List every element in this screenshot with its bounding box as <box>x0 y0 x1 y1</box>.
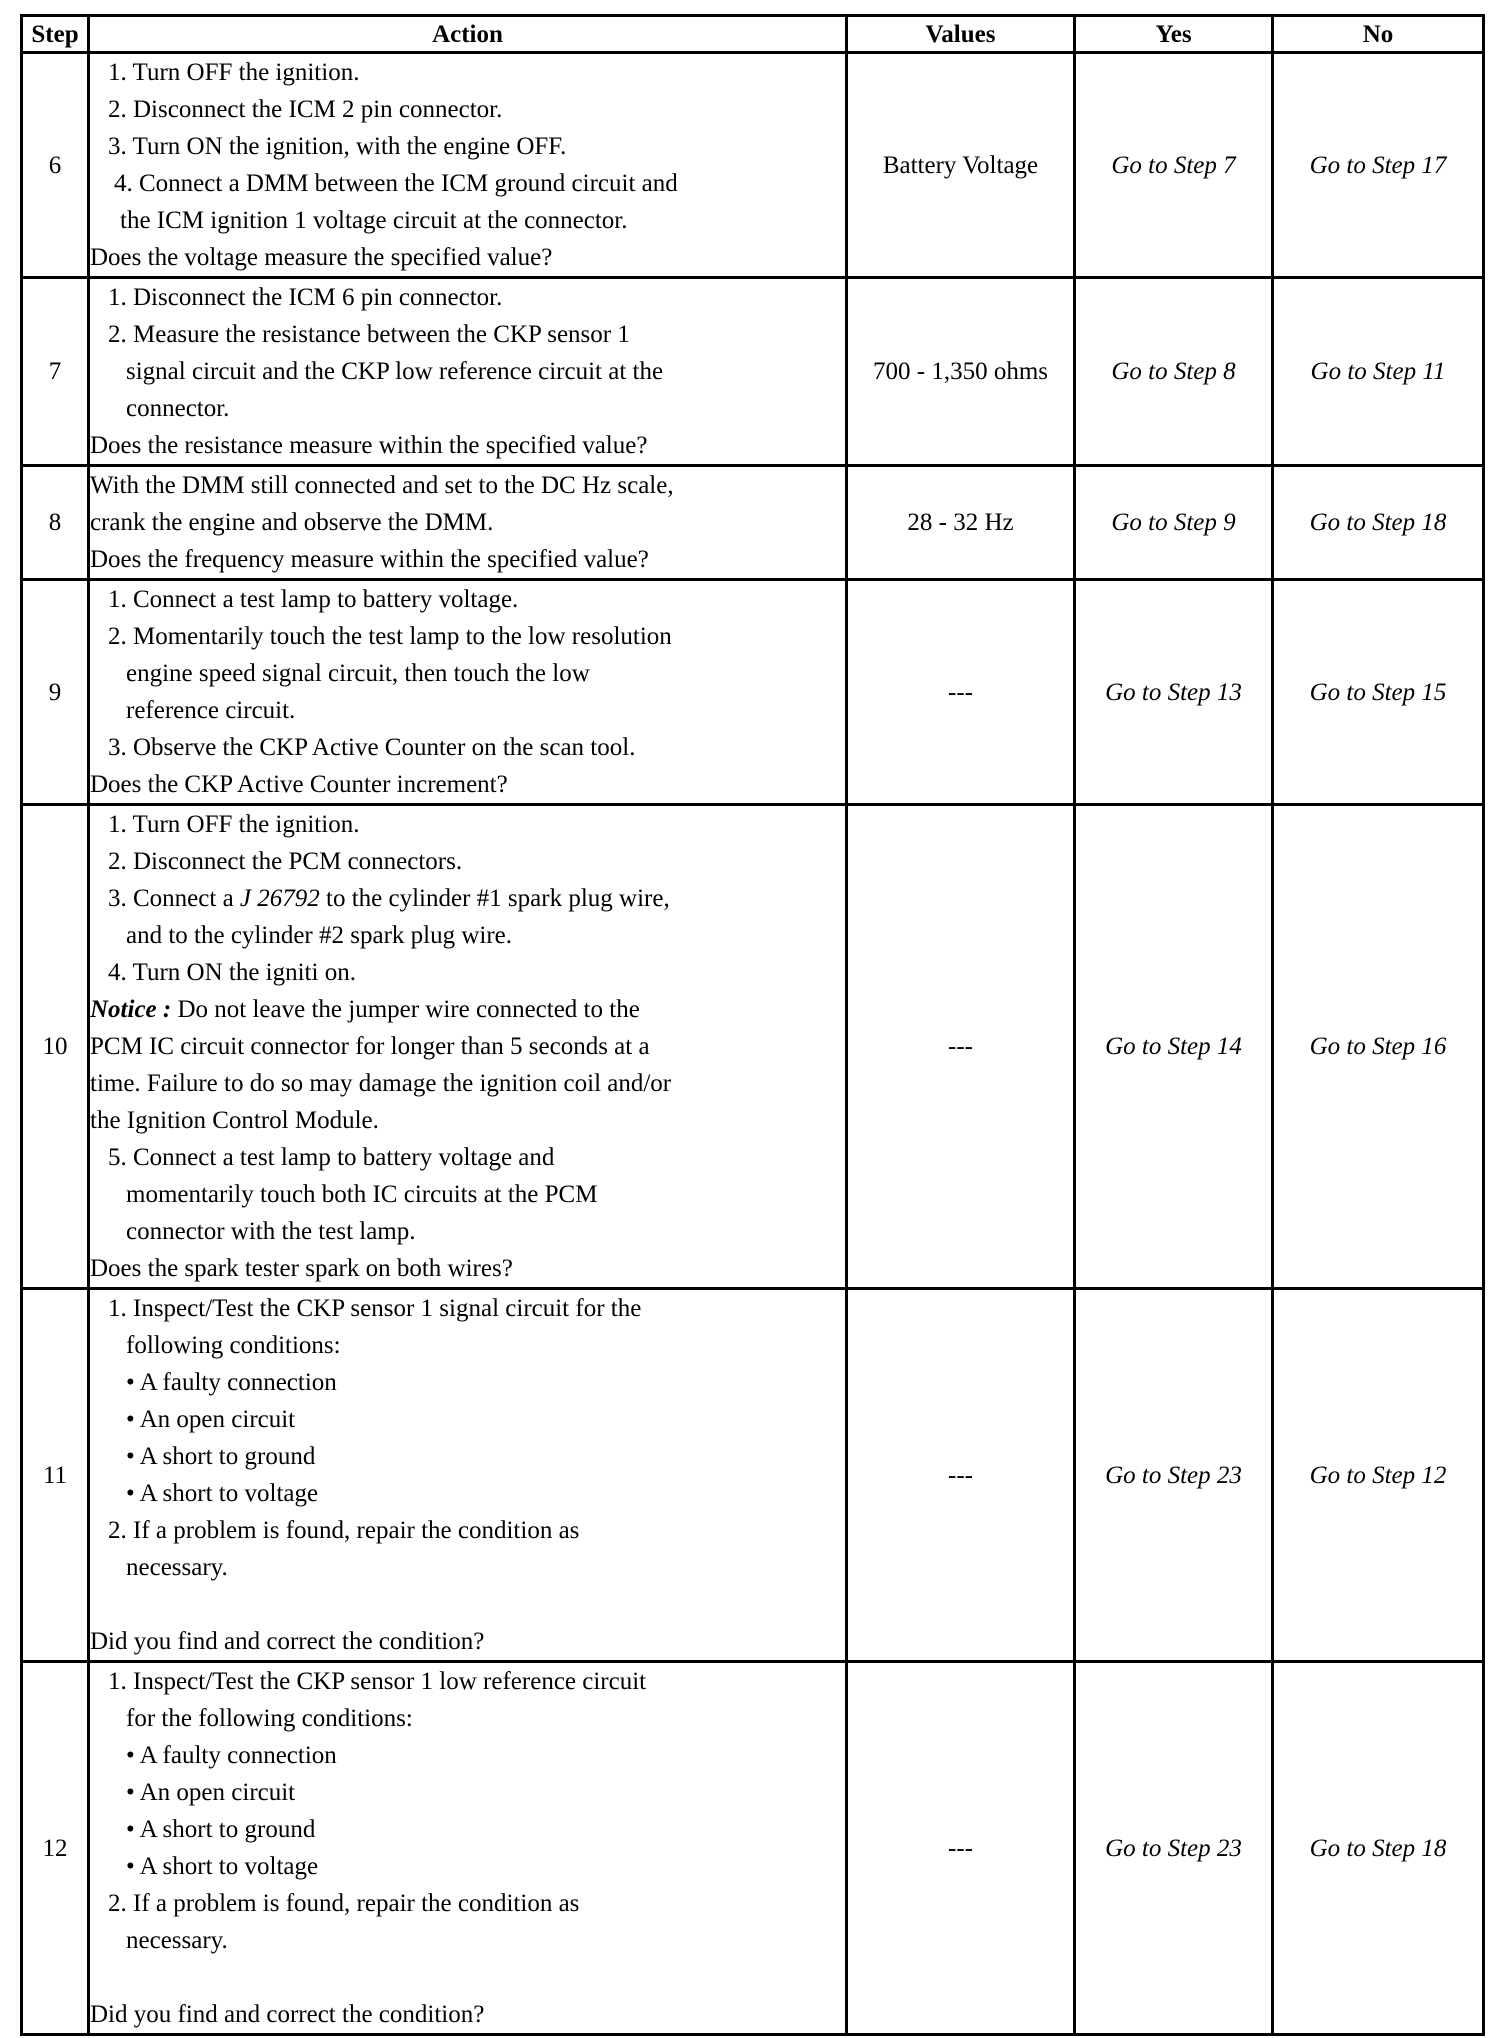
yes-goto: Go to Step 14 <box>1075 805 1273 1289</box>
yes-goto: Go to Step 9 <box>1075 466 1273 580</box>
yes-goto: Go to Step 13 <box>1075 580 1273 805</box>
bullet-item: • A short to voltage <box>126 1480 319 1507</box>
yes-goto: Go to Step 8 <box>1075 278 1273 466</box>
action-line: 4. Connect a DMM between the ICM ground circuit and <box>114 170 678 197</box>
value-cell: --- <box>847 805 1075 1289</box>
action-question: Does the spark tester spark on both wires? <box>90 1255 513 1282</box>
yes-goto: Go to Step 23 <box>1075 1662 1273 2035</box>
blank-line <box>90 1586 845 1623</box>
yes-goto: Go to Step 7 <box>1075 53 1273 278</box>
value-cell: --- <box>847 1662 1075 2035</box>
action-line: 5. Connect a test lamp to battery voltage and <box>108 1144 555 1171</box>
table-row <box>22 53 1484 278</box>
action-line: connector with the test lamp. <box>126 1218 416 1245</box>
no-goto: Go to Step 17 <box>1273 53 1484 278</box>
table-row <box>22 466 1484 580</box>
action-line: reference circuit. <box>126 697 296 724</box>
action-line: necessary. <box>126 1927 228 1954</box>
value-cell: 700 - 1,350 ohms <box>847 278 1075 466</box>
bullet-item: • A short to ground <box>126 1816 316 1843</box>
action-question: Does the resistance measure within the specified value? <box>90 432 648 459</box>
header-yes: Yes <box>1075 16 1273 53</box>
no-goto: Go to Step 11 <box>1273 278 1484 466</box>
table-row <box>22 580 1484 805</box>
action-line: signal circuit and the CKP low reference circuit at the <box>126 358 664 385</box>
action-line: crank the engine and observe the DMM. <box>90 509 494 536</box>
action-line: 1. Turn OFF the ignition. <box>108 811 360 838</box>
action-line: 3. Turn ON the ignition, with the engine OFF. <box>108 133 567 160</box>
action-line: 2. If a problem is found, repair the condition as <box>108 1890 580 1917</box>
action-line: the ICM ignition 1 voltage circuit at the connector. <box>120 207 628 234</box>
action-line: necessary. <box>126 1554 228 1581</box>
step-number: 12 <box>22 1662 89 2035</box>
step-number: 10 <box>22 805 89 1289</box>
notice-label: Notice : <box>90 996 172 1023</box>
action-question: Does the voltage measure the specified value? <box>90 244 553 271</box>
action-question: Does the frequency measure within the specified value? <box>90 546 649 573</box>
action-line: 1. Inspect/Test the CKP sensor 1 low reference circuit <box>108 1668 647 1695</box>
action-line: PCM IC circuit connector for longer than 5 seconds at a <box>90 1033 650 1060</box>
action-cell <box>89 1289 847 1662</box>
value-cell: --- <box>847 1289 1075 1662</box>
no-goto: Go to Step 12 <box>1273 1289 1484 1662</box>
action-line: engine speed signal circuit, then touch the low <box>126 660 590 687</box>
action-line: for the following conditions: <box>126 1705 413 1732</box>
bullet-item: • An open circuit <box>126 1779 296 1806</box>
table-row <box>22 278 1484 466</box>
step-number: 6 <box>22 53 89 278</box>
action-line: the Ignition Control Module. <box>90 1107 379 1134</box>
bullet-item: • A faulty connection <box>126 1742 337 1769</box>
notice-text: Do not leave the jumper wire connected to the <box>177 996 640 1023</box>
diagnostic-table <box>20 14 1485 2036</box>
table-row <box>22 1662 1484 2035</box>
bullet-item: • An open circuit <box>126 1406 296 1433</box>
action-line: 2. Measure the resistance between the CKP sensor 1 <box>108 321 630 348</box>
action-cell <box>89 466 847 580</box>
action-line: momentarily touch both IC circuits at the PCM <box>126 1181 598 1208</box>
header-no: No <box>1273 16 1484 53</box>
header-row <box>22 16 1484 53</box>
action-question: Does the CKP Active Counter increment? <box>90 771 508 798</box>
bullet-item: • A short to ground <box>126 1443 316 1470</box>
no-goto: Go to Step 18 <box>1273 466 1484 580</box>
header-step: Step <box>22 16 89 53</box>
table-row <box>22 1289 1484 1662</box>
header-action: Action <box>89 16 847 53</box>
step-number: 8 <box>22 466 89 580</box>
step-number: 11 <box>22 1289 89 1662</box>
action-cell <box>89 580 847 805</box>
yes-goto: Go to Step 23 <box>1075 1289 1273 1662</box>
action-question: Did you find and correct the condition? <box>90 1628 485 1655</box>
notice-line <box>90 991 845 1028</box>
action-line: 2. Disconnect the ICM 2 pin connector. <box>108 96 503 123</box>
action-cell <box>89 805 847 1289</box>
action-line: 1. Turn OFF the ignition. <box>108 59 360 86</box>
action-line: and to the cylinder #2 spark plug wire. <box>126 922 513 949</box>
action-line: connector. <box>126 395 230 422</box>
blank-line <box>90 1959 845 1996</box>
action-line: following conditions: <box>126 1332 341 1359</box>
action-line: 2. If a problem is found, repair the condition as <box>108 1517 580 1544</box>
action-line: With the DMM still connected and set to the DC Hz scale, <box>90 472 674 499</box>
action-cell <box>89 1662 847 2035</box>
action-text: to the cylinder #1 spark plug wire, <box>326 885 670 912</box>
value-cell: --- <box>847 580 1075 805</box>
action-line: 3. Observe the CKP Active Counter on the scan tool. <box>108 734 636 761</box>
action-line <box>90 880 845 917</box>
no-goto: Go to Step 15 <box>1273 580 1484 805</box>
tool-number: J 26792 <box>239 885 320 912</box>
bullet-item: • A short to voltage <box>126 1853 319 1880</box>
table-row <box>22 805 1484 1289</box>
action-text: 3. Connect a <box>108 885 234 912</box>
step-number: 9 <box>22 580 89 805</box>
value-cell: 28 - 32 Hz <box>847 466 1075 580</box>
no-goto: Go to Step 18 <box>1273 1662 1484 2035</box>
header-values: Values <box>847 16 1075 53</box>
value-cell: Battery Voltage <box>847 53 1075 278</box>
bullet-item: • A faulty connection <box>126 1369 337 1396</box>
action-line: 2. Momentarily touch the test lamp to the low resolution <box>108 623 672 650</box>
action-line: 4. Turn ON the igniti on. <box>108 959 356 986</box>
action-line: 1. Disconnect the ICM 6 pin connector. <box>108 284 503 311</box>
step-number: 7 <box>22 278 89 466</box>
action-line: time. Failure to do so may damage the ignition coil and/or <box>90 1070 672 1097</box>
no-goto: Go to Step 16 <box>1273 805 1484 1289</box>
action-question: Did you find and correct the condition? <box>90 2001 485 2028</box>
action-line: 1. Inspect/Test the CKP sensor 1 signal circuit for the <box>108 1295 642 1322</box>
action-line: 2. Disconnect the PCM connectors. <box>108 848 463 875</box>
action-cell <box>89 53 847 278</box>
action-cell <box>89 278 847 466</box>
action-line: 1. Connect a test lamp to battery voltage. <box>108 586 519 613</box>
